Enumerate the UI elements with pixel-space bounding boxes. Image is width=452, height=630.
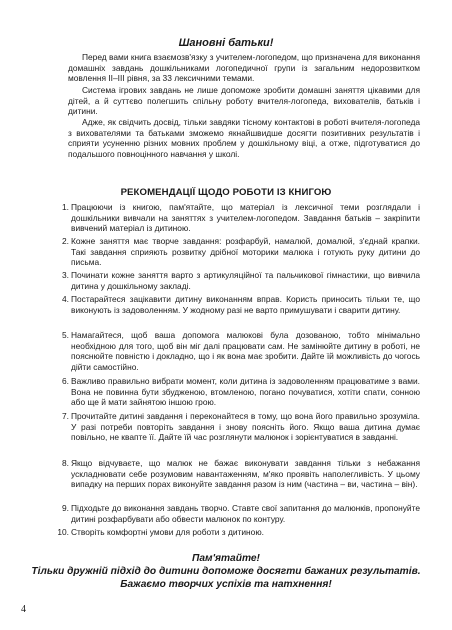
recommendation-item <box>55 458 420 490</box>
recommendation-item <box>55 270 420 291</box>
item-number: 4. <box>62 294 69 304</box>
item-text: Кожне заняття має творче завдання: розфарбуй, намалюй, домалюй, з'єднай крапки. Такі завдання сприяють розвитку дрібної моторики малюка і готують руку дитини до письма. <box>71 236 420 268</box>
greeting-title: Шановні батьки! <box>178 37 274 49</box>
item-text: Створіть комфортні умови для роботи з дитиною. <box>71 527 264 537</box>
item-text: Важливо правильно вибрати момент, коли дитина із задоволенням працюватиме з вами. Вона не повинна бути збудженою, втомленою, погано почуватися, хотіти спати, сонною або ще й мати зайнятою іншою грою. <box>71 376 420 408</box>
item-text: Намагайтеся, щоб ваша допомога малюкові була дозованою, тобто мінімально необхідною для того, щоб він міг далі працювати сам. Не замінюйте дитину в роботі, не пояснюйте повністю і докладно, що і як вона має зробити. Дайте їй можливість до чогось дійти самостійно. <box>71 330 420 372</box>
recommendation-item <box>55 503 420 524</box>
intro-paragraph-3: Адже, як свідчить досвід, тільки завдяки тісному контактові в роботі вчителя-логопеда з вихователями та батьками зможемо якнайшвидше досягти позитивних результатів і сприяти усуненню різних мовних проблем у дошкільному віці, а отже, підготуватися до подальшого повноцінного навчання у школі. <box>68 117 420 159</box>
recommendation-item <box>55 411 420 443</box>
intro-paragraph-2: Система ігрових завдань не лише допоможе зробити домашні заняття цікавими для дітей, а й суттєво полегшить спільну роботу вчителя-логопеда, вихователів, батьків і дитини. <box>68 85 420 117</box>
closing-wishes: Бажаємо творчих успіхів та натхнення! <box>120 579 332 590</box>
item-text: Прочитайте дитині завдання і переконайтеся в тому, що вона його правильно зрозуміла. У разі потреби повторіть завдання і знову поясніть його. Якщо ваша дитина думає повільно, не квапте її. Дайте їй час розглянути малюнок і зорієнтуватися в завданні. <box>71 411 420 443</box>
item-number: 7. <box>62 411 69 421</box>
item-number: 3. <box>62 270 69 280</box>
item-text: Якщо відчуваєте, що малюк не бажає виконувати завдання тільки з небажання ускладнювати себе розумовим навантаженням, м'яко проявіть наполегливість. У цьому випадку на перших порах виконуйте завдання разом із ним (частина – ви, частина – він). <box>71 458 420 490</box>
item-number: 5. <box>62 330 69 340</box>
recommendation-item <box>55 330 420 372</box>
item-text: Починати кожне заняття варто з артикуляційної та пальчикової гімнастики, що вивчила дитина у дошкільному закладі. <box>71 270 420 291</box>
recommendation-item <box>55 527 420 538</box>
item-number: 9. <box>62 503 69 513</box>
item-text: Постарайтеся зацікавити дитину виконанням вправ. Користь приносить тільки те, що виконують із задоволенням. У жодному разі не варто примушувати і сварити дитину. <box>71 294 420 315</box>
closing-remember: Пам'ятайте! <box>192 553 260 564</box>
recommendation-item <box>55 294 420 315</box>
item-text: Підходьте до виконання завдань творчо. Ставте свої запитання до малюнків, пропонуйте дитині розфарбувати або обвести малюнок по контуру. <box>71 503 420 524</box>
recommendation-item <box>55 376 420 408</box>
recommendation-item <box>55 236 420 268</box>
item-number: 2. <box>62 236 69 246</box>
item-number: 6. <box>62 376 69 386</box>
item-number: 10. <box>57 527 69 537</box>
recommendation-item <box>55 202 420 234</box>
item-text: Працюючи із книгою, пам'ятайте, що матеріал із лексичної теми розглядали і дошкільники вивчали на заняттях з учителем-логопедом. Завдання батьків – закріпити вивчений матеріал із дитиною. <box>71 202 420 234</box>
section-heading: РЕКОМЕНДАЦІЇ ЩОДО РОБОТИ ІЗ КНИГОЮ <box>120 187 332 198</box>
page-number: 4 <box>21 604 26 615</box>
item-number: 1. <box>62 202 69 212</box>
closing-message: Тільки дружній підхід до дитини допоможе досягти бажаних результатів. <box>31 566 421 577</box>
item-number: 8. <box>62 458 69 468</box>
intro-paragraph-1: Перед вами книга взаємозв'язку з учителем-логопедом, що призначена для виконання домашніх завдань дошкільниками логопедичної групи із загальним недорозвитком мовлення II–III рівня, за 33 лексичними темами. <box>68 52 420 84</box>
